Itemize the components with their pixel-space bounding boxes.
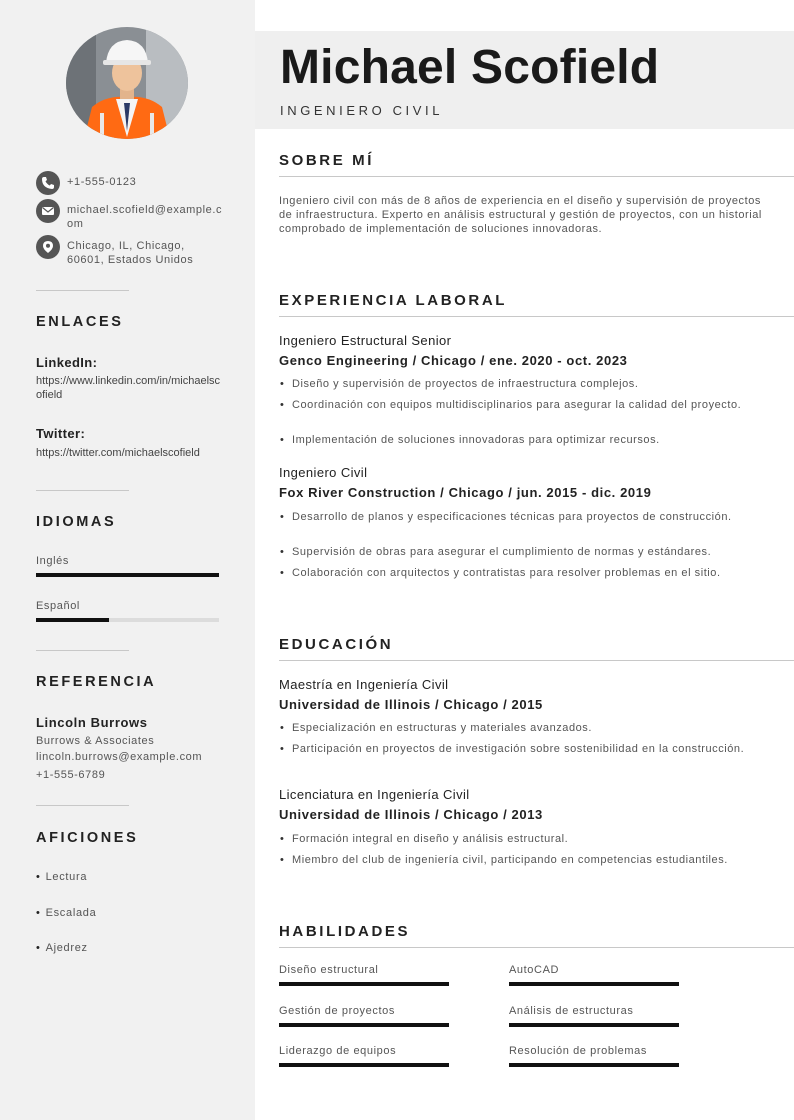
- reference-email[interactable]: lincoln.burrows@example.com: [36, 751, 203, 763]
- section-rule: [279, 316, 794, 317]
- hobby-label: Escalada: [45, 907, 97, 919]
- languages-heading: IDIOMAS: [36, 514, 117, 530]
- avatar: [66, 27, 188, 139]
- degree-meta: Universidad de Illinois / Chicago / 2015: [279, 697, 543, 712]
- reference-heading: REFERENCIA: [36, 674, 157, 690]
- job-title-subtitle: INGENIERO CIVIL: [280, 103, 444, 118]
- list-item: • Miembro del club de ingeniería civil, participando en competencias estudiantiles.: [280, 853, 760, 867]
- contact-phone[interactable]: [36, 171, 236, 195]
- degree-meta: Universidad de Illinois / Chicago / 2013: [279, 807, 543, 822]
- email-icon: [36, 199, 60, 223]
- linkedin-link[interactable]: https://www.linkedin.com/in/michaelscofield: [36, 375, 221, 401]
- contact-email[interactable]: [36, 199, 236, 231]
- hobby-item: • Ajedrez: [36, 942, 88, 954]
- hobby-label: Ajedrez: [45, 942, 88, 954]
- reference-name: Lincoln Burrows: [36, 715, 148, 730]
- skill-name: Análisis de estructuras: [509, 1005, 634, 1017]
- language-level-bar: [36, 573, 219, 577]
- language-level-bar: [36, 618, 219, 622]
- about-text: Ingeniero civil con más de 8 años de experiencia en el diseño y supervisión de proyectos de infraestructura. Experto en análisis estructural y gestión de proyectos, con un historial comprobado de implementación de soluciones innovadoras.: [279, 195, 762, 235]
- skill-level-bar: [509, 1023, 679, 1027]
- experience-heading: EXPERIENCIA LABORAL: [279, 292, 508, 309]
- skill-level-fill: [279, 982, 449, 986]
- about-heading: SOBRE MÍ: [279, 152, 374, 169]
- page-title: Michael Scofield: [280, 41, 660, 94]
- degree-title: Licenciatura en Ingeniería Civil: [279, 787, 470, 802]
- skill-level-bar: [279, 982, 449, 986]
- section-rule: [279, 176, 794, 177]
- skill-level-fill: [279, 1023, 449, 1027]
- reference-company: Burrows & Associates: [36, 735, 155, 747]
- linkedin-label: LinkedIn:: [36, 355, 98, 370]
- skill-name: Gestión de proyectos: [279, 1005, 395, 1017]
- list-item: • Supervisión de obras para asegurar el cumplimiento de normas y estándares.: [280, 545, 760, 559]
- list-item: • Formación integral en diseño y análisis estructural.: [280, 832, 760, 846]
- hobby-item: • Lectura: [36, 871, 88, 883]
- skill-level-fill: [509, 982, 679, 986]
- skill-name: Resolución de problemas: [509, 1045, 647, 1057]
- list-item: • Colaboración con arquitectos y contratistas para resolver problemas en el sitio.: [280, 566, 760, 580]
- skill-name: AutoCAD: [509, 964, 560, 976]
- job-meta: Genco Engineering / Chicago / ene. 2020 - oct. 2023: [279, 353, 628, 368]
- section-rule: [279, 660, 794, 661]
- phone-icon: [36, 171, 60, 195]
- divider: [36, 490, 129, 491]
- skill-level-fill: [279, 1063, 449, 1067]
- divider: [36, 650, 129, 651]
- links-heading: ENLACES: [36, 314, 124, 330]
- skill-name: Diseño estructural: [279, 964, 379, 976]
- skill-level-bar: [279, 1023, 449, 1027]
- hobbies-heading: AFICIONES: [36, 830, 139, 846]
- hobby-label: Lectura: [45, 871, 88, 883]
- divider: [36, 290, 129, 291]
- location-icon: [36, 235, 60, 259]
- list-item: • Coordinación con equipos multidisciplinarios para asegurar la calidad del proyecto.: [280, 398, 760, 412]
- twitter-link[interactable]: https://twitter.com/michaelscofield: [36, 447, 200, 459]
- contact-address: [36, 235, 236, 267]
- twitter-label: Twitter:: [36, 426, 86, 441]
- contact-address-text: Chicago, IL, Chicago, 60601, Estados Unidos: [67, 240, 194, 266]
- skill-level-bar: [279, 1063, 449, 1067]
- skill-name: Liderazgo de equipos: [279, 1045, 397, 1057]
- education-heading: EDUCACIÓN: [279, 636, 394, 653]
- language-name: Inglés: [36, 555, 69, 567]
- contact-phone-text: +1-555-0123: [67, 176, 137, 188]
- list-item: • Diseño y supervisión de proyectos de infraestructura complejos.: [280, 377, 760, 391]
- skill-level-bar: [509, 982, 679, 986]
- reference-phone[interactable]: +1-555-6789: [36, 769, 106, 781]
- list-item: • Especialización en estructuras y materiales avanzados.: [280, 721, 760, 735]
- job-title: Ingeniero Estructural Senior: [279, 333, 452, 348]
- skill-level-bar: [509, 1063, 679, 1067]
- language-level-fill: [36, 618, 109, 622]
- contact-email-text: michael.scofield@example.com: [67, 204, 223, 230]
- job-meta: Fox River Construction / Chicago / jun. 2015 - dic. 2019: [279, 485, 652, 500]
- language-level-fill: [36, 573, 219, 577]
- list-item: • Implementación de soluciones innovadoras para optimizar recursos.: [280, 433, 760, 447]
- skills-heading: HABILIDADES: [279, 923, 411, 940]
- section-rule: [279, 947, 794, 948]
- list-item: • Desarrollo de planos y especificaciones técnicas para proyectos de construcción.: [280, 510, 760, 524]
- skill-level-fill: [509, 1023, 679, 1027]
- skill-level-fill: [509, 1063, 679, 1067]
- degree-title: Maestría en Ingeniería Civil: [279, 677, 449, 692]
- sidebar: [0, 0, 255, 1120]
- language-name: Español: [36, 600, 80, 612]
- list-item: • Participación en proyectos de investigación sobre sostenibilidad en la construcción.: [280, 742, 760, 756]
- divider: [36, 805, 129, 806]
- hobby-item: • Escalada: [36, 907, 97, 919]
- job-title: Ingeniero Civil: [279, 465, 368, 480]
